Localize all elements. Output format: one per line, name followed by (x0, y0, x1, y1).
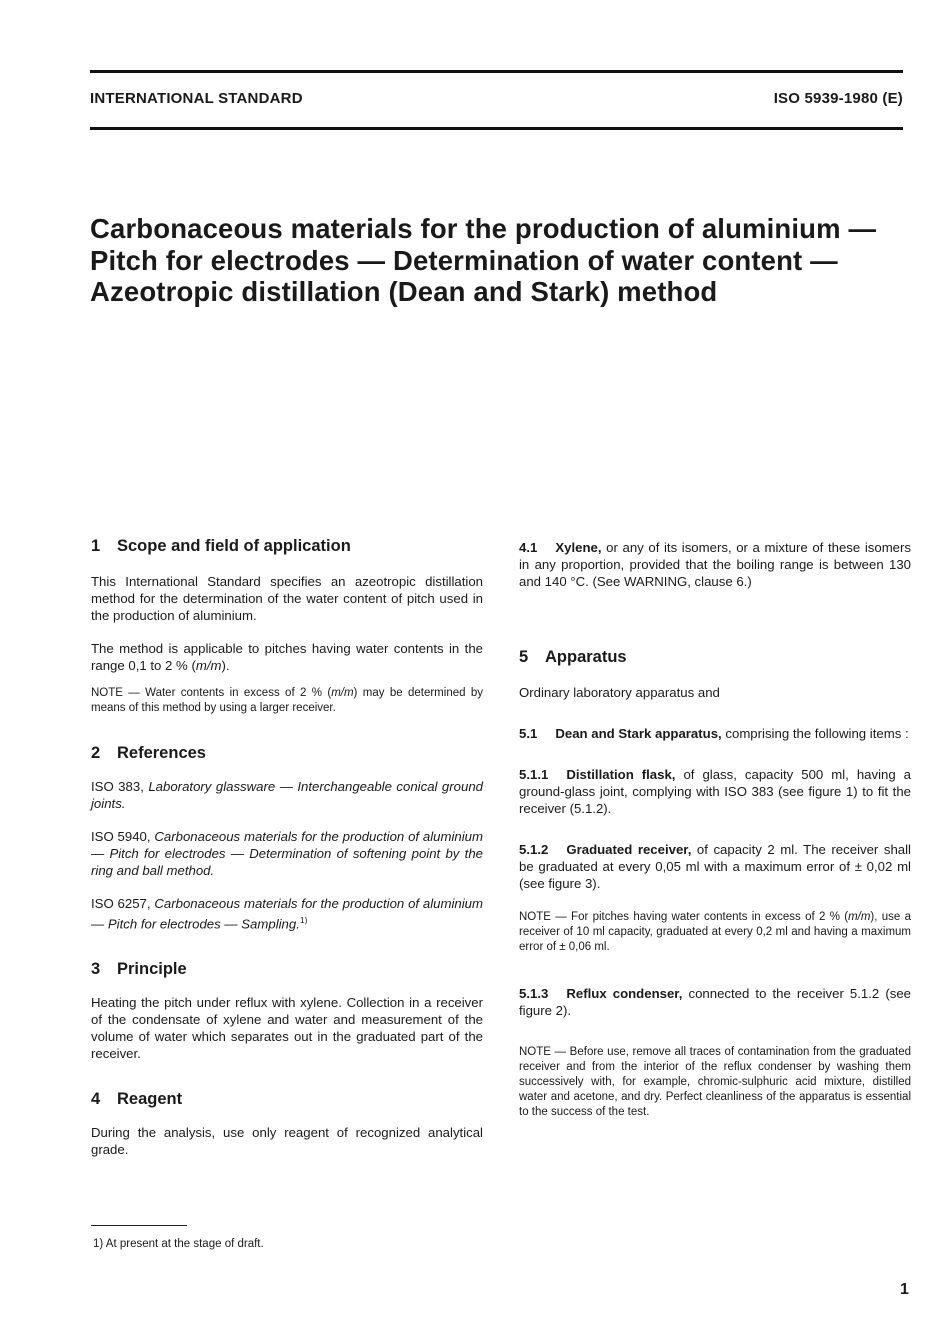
document-type: INTERNATIONAL STANDARD (90, 90, 303, 107)
section-3-paragraph: Heating the pitch under reflux with xylene. Collection in a receiver of the condensate of xylene and water and measurement of the volume of water which separates out in the graduated part of the receiver. (91, 995, 483, 1062)
page-number: 1 (900, 1281, 909, 1298)
clause-4-1: 4.1 Xylene, or any of its isomers, or a mixture of these isomers in any proportion, provided that the boiling range is between 130 and 140 °C. (See WARNING, clause 6.) (519, 540, 911, 589)
section-1-paragraph-2: The method is applicable to pitches having water contents in the range 0,1 to 2 % (m/m). (91, 641, 483, 673)
standard-number: ISO 5939-1980 (E) (773, 90, 903, 107)
section-5-heading: 5 Apparatus (519, 648, 627, 666)
section-1-paragraph-1: This International Standard specifies an azeotropic distillation method for the determination of the water content of pitch used in the production of aluminium. (91, 574, 483, 623)
reference-iso-6257: ISO 6257, Carbonaceous materials for the production of aluminium — Pitch for electrodes — Sampling.$^{1)}$ (91, 896, 483, 932)
clause-5-1-2: 5.1.2 Graduated receiver, of capacity 2 ml. The receiver shall be graduated at every 0,05 ml with a maximum error of ± 0,02 ml (see figure 3). (519, 842, 911, 891)
section-4-heading: 4 Reagent (91, 1090, 183, 1109)
clause-5-1-2-note: NOTE — For pitches having water contents in excess of 2 % (m/m), use a receiver of 10 ml capacity, graduated at every 0,2 ml and having a maximum error of ± 0,06 ml. (519, 911, 911, 953)
section-3-heading: 3 Principle (91, 960, 187, 979)
clause-5-1-3: 5.1.3 Reflux condenser, connected to the receiver 5.1.2 (see figure 2). (519, 986, 911, 1018)
document-title: Carbonaceous materials for the production of aluminium — Pitch for electrodes — Determination of water content — Azeotropic distillation (Dean and Stark) method (90, 213, 877, 307)
footnote: 1) At present at the stage of draft. (93, 1238, 264, 1250)
right-column (519, 535, 911, 1120)
section-1-heading: 1 Scope and field of application (91, 537, 351, 555)
clause-5-1-1: 5.1.1 Distillation flask, of glass, capacity 500 ml, having a ground-glass joint, complying with ISO 383 (see figure 1) to fit the receiver (5.1.2). (519, 767, 911, 816)
section-2-heading: 2 References (91, 744, 206, 762)
header-bottom-rule (90, 127, 903, 130)
reference-iso-5940: ISO 5940, Carbonaceous materials for the production of aluminium — Pitch for electrodes — Determination of softening point by the ring and ball method. (91, 829, 483, 878)
clause-5-1-3-note: NOTE — Before use, remove all traces of contamination from the graduated receiver and from the interior of the reflux condenser by washing them successively with, for example, chromic-sulphuric acid mixture, distilled water and acetone, and dry. Perfect cleanliness of the apparatus is essential to the success of the test. (519, 1046, 911, 1118)
section-4-paragraph: During the analysis, use only reagent of recognized analytical grade. (91, 1125, 483, 1158)
section-1-note: NOTE — Water contents in excess of 2 % (m/m) may be determined by means of this method by using a larger receiver. (91, 687, 484, 714)
footnote-marker: 1) (299, 915, 308, 925)
left-column (91, 535, 483, 1158)
reference-iso-383: ISO 383, Laboratory glassware — Interchangeable conical ground joints. (91, 779, 483, 811)
footnote-rule (91, 1225, 187, 1226)
header-top-rule (90, 70, 903, 73)
section-5-intro: Ordinary laboratory apparatus and (519, 685, 720, 700)
clause-5-1: 5.1 Dean and Stark apparatus, comprising the following items : (519, 726, 909, 741)
